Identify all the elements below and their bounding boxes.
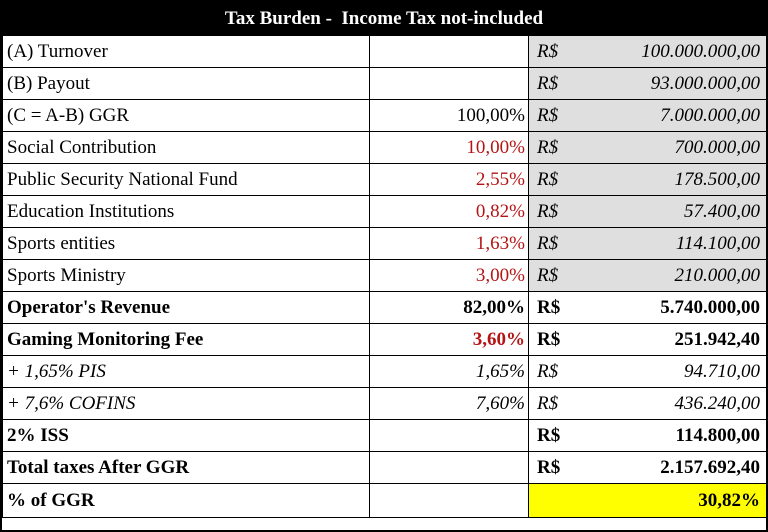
row-amount: 30,82% <box>569 484 767 518</box>
row-percent <box>370 484 529 518</box>
row-percent: 2,55% <box>370 164 529 196</box>
row-currency: R$ <box>529 228 569 260</box>
row-percent: 10,00% <box>370 132 529 164</box>
row-currency: R$ <box>529 164 569 196</box>
table-row <box>3 420 767 452</box>
table-row <box>3 164 767 196</box>
row-label: Education Institutions <box>3 196 370 228</box>
row-label: 2% ISS <box>3 420 370 452</box>
row-label: Public Security National Fund <box>3 164 370 196</box>
table-row <box>3 452 767 484</box>
row-percent: 3,00% <box>370 260 529 292</box>
row-currency: R$ <box>529 68 569 100</box>
row-amount: 100.000.000,00 <box>569 36 767 68</box>
row-label: Social Contribution <box>3 132 370 164</box>
row-percent: 82,00% <box>370 292 529 324</box>
row-currency: R$ <box>529 132 569 164</box>
row-amount: 210.000,00 <box>569 260 767 292</box>
row-amount: 2.157.692,40 <box>569 452 767 484</box>
row-label: (B) Payout <box>3 68 370 100</box>
row-amount: 114.800,00 <box>569 420 767 452</box>
row-currency: R$ <box>529 356 569 388</box>
row-percent: 3,60% <box>370 324 529 356</box>
tax-table <box>2 35 767 518</box>
row-currency: R$ <box>529 100 569 132</box>
row-amount: 700.000,00 <box>569 132 767 164</box>
table-title: Tax Burden - Income Tax not-included <box>2 2 766 35</box>
row-percent: 1,65% <box>370 356 529 388</box>
row-label: (A) Turnover <box>3 36 370 68</box>
row-amount: 114.100,00 <box>569 228 767 260</box>
table-row <box>3 356 767 388</box>
row-percent <box>370 420 529 452</box>
row-percent: 100,00% <box>370 100 529 132</box>
row-amount: 5.740.000,00 <box>569 292 767 324</box>
row-amount: 57.400,00 <box>569 196 767 228</box>
row-label: % of GGR <box>3 484 370 518</box>
row-percent: 7,60% <box>370 388 529 420</box>
row-percent <box>370 68 529 100</box>
row-amount: 436.240,00 <box>569 388 767 420</box>
table-row <box>3 484 767 518</box>
row-amount: 94.710,00 <box>569 356 767 388</box>
table-row <box>3 228 767 260</box>
row-currency: R$ <box>529 388 569 420</box>
row-amount: 178.500,00 <box>569 164 767 196</box>
table-row <box>3 388 767 420</box>
row-amount: 7.000.000,00 <box>569 100 767 132</box>
row-label: Sports Ministry <box>3 260 370 292</box>
row-currency: R$ <box>529 292 569 324</box>
row-label: Total taxes After GGR <box>3 452 370 484</box>
row-label: + 7,6% COFINS <box>3 388 370 420</box>
row-amount: 251.942,40 <box>569 324 767 356</box>
table-row <box>3 292 767 324</box>
row-currency: R$ <box>529 260 569 292</box>
row-label: Operator's Revenue <box>3 292 370 324</box>
row-currency: R$ <box>529 452 569 484</box>
row-currency: R$ <box>529 324 569 356</box>
row-currency: R$ <box>529 420 569 452</box>
row-percent: 0,82% <box>370 196 529 228</box>
row-amount: 93.000.000,00 <box>569 68 767 100</box>
row-label: Gaming Monitoring Fee <box>3 324 370 356</box>
table-row <box>3 260 767 292</box>
row-label: Sports entities <box>3 228 370 260</box>
table-row <box>3 324 767 356</box>
table-row <box>3 68 767 100</box>
row-percent <box>370 452 529 484</box>
row-label: (C = A-B) GGR <box>3 100 370 132</box>
table-row <box>3 196 767 228</box>
row-currency: R$ <box>529 36 569 68</box>
row-currency <box>529 484 569 518</box>
row-percent <box>370 36 529 68</box>
row-label: + 1,65% PIS <box>3 356 370 388</box>
table-row <box>3 36 767 68</box>
row-percent: 1,63% <box>370 228 529 260</box>
table-row <box>3 132 767 164</box>
row-currency: R$ <box>529 196 569 228</box>
table-row <box>3 100 767 132</box>
